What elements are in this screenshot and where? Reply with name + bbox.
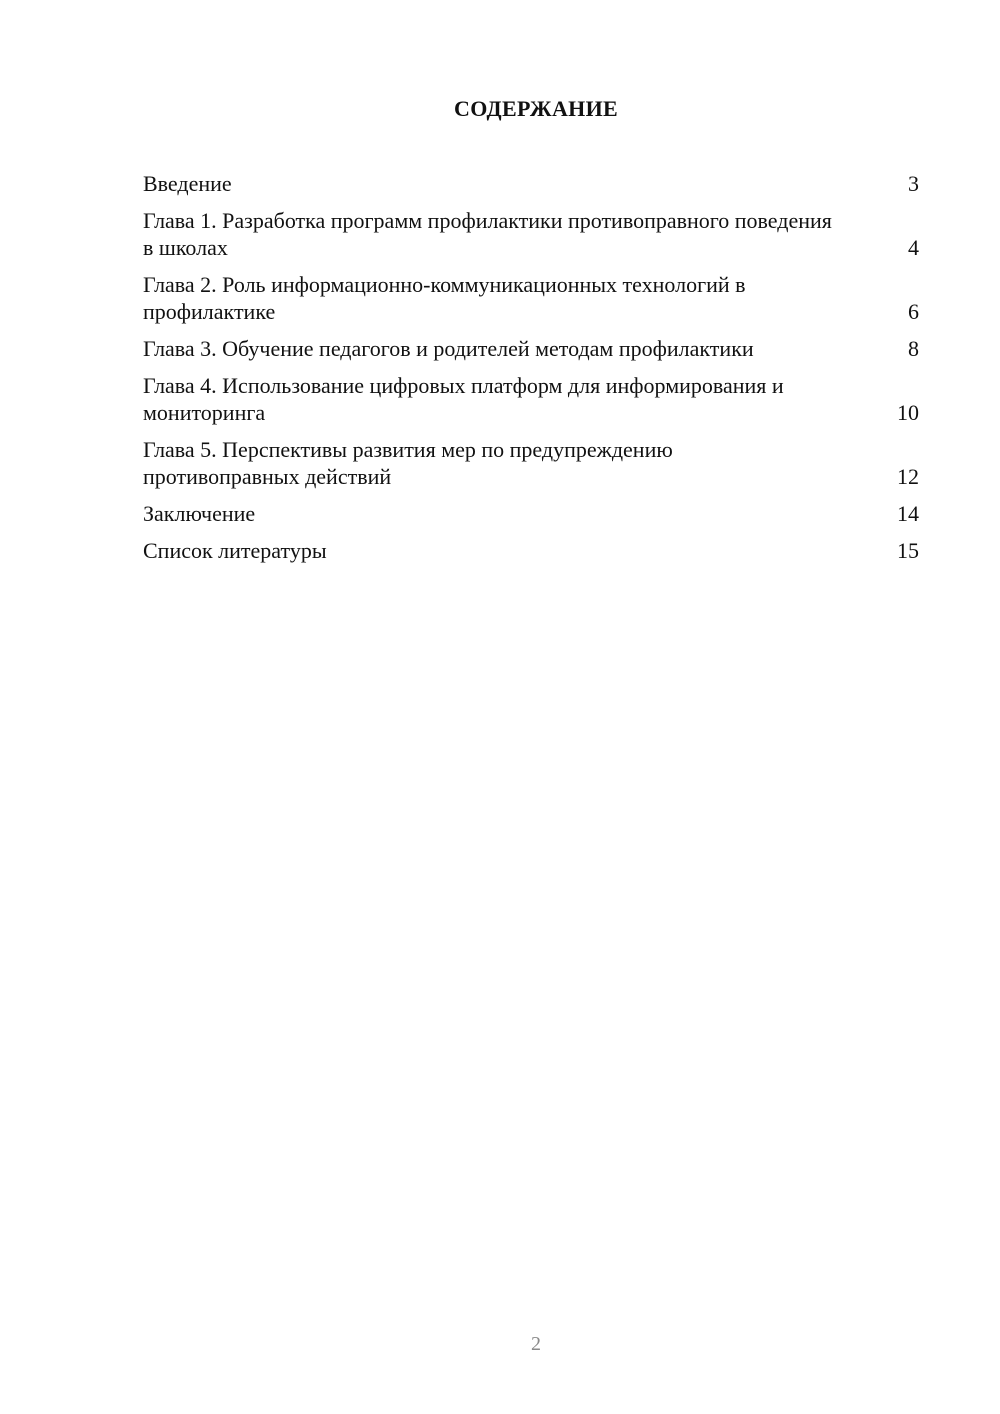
toc-entry-text: Глава 3. Обучение педагогов и родителей методам профилактики — [143, 336, 754, 361]
toc-entry-page: 15 — [897, 538, 919, 563]
toc-entry-text: Глава 2. Роль информационно-коммуникационных технологий в профилактике — [143, 272, 746, 324]
toc-entry-chapter-1[interactable] — [143, 207, 919, 261]
toc-entry-chapter-4[interactable] — [143, 372, 919, 426]
toc-entry-text: Введение — [143, 171, 232, 196]
toc-entry-text: Глава 1. Разработка программ профилактики противоправного поведения в школах — [143, 208, 832, 260]
toc-entry-page: 14 — [897, 501, 919, 526]
toc-entry-chapter-3[interactable] — [143, 335, 919, 362]
toc-entry-text: Список литературы — [143, 538, 327, 563]
toc-entry-page: 6 — [908, 299, 919, 324]
toc-entry-chapter-5[interactable] — [143, 436, 919, 490]
toc-entry-page: 12 — [897, 464, 919, 489]
page-title: СОДЕРЖАНИЕ — [454, 96, 618, 121]
toc-entry-text: Глава 5. Перспективы развития мер по предупреждению противоправных действий — [143, 437, 673, 489]
toc-entry-text: Глава 4. Использование цифровых платформ для информирования и мониторинга — [143, 373, 784, 425]
toc-entry-conclusion[interactable] — [143, 500, 919, 527]
toc-entry-page: 10 — [897, 400, 919, 425]
table-of-contents — [143, 170, 919, 574]
toc-entry-page: 8 — [908, 336, 919, 361]
page-number: 2 — [531, 1333, 541, 1355]
toc-entry-chapter-2[interactable] — [143, 271, 919, 325]
toc-entry-page: 3 — [908, 171, 919, 196]
toc-entry-bibliography[interactable] — [143, 537, 919, 564]
toc-entry-introduction[interactable] — [143, 170, 919, 197]
toc-entry-text: Заключение — [143, 501, 256, 526]
toc-entry-page: 4 — [908, 235, 919, 260]
